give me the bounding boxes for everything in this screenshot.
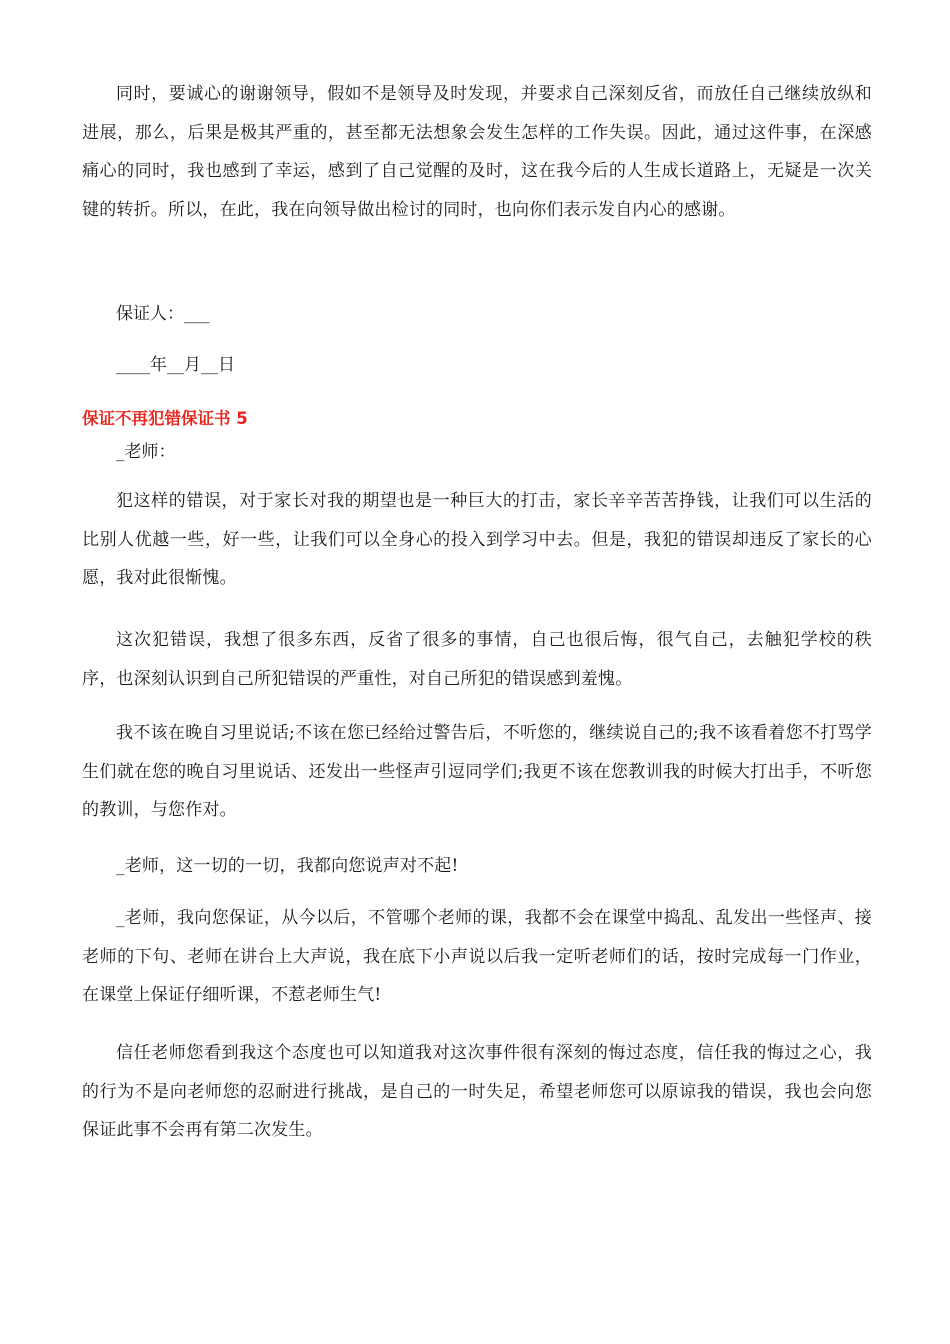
paragraph-thanks: 同时，要诚心的谢谢领导，假如不是领导及时发现，并要求自己深刻反省，而放任自己继续放纵和进展，那么，后果是极其严重的，甚至都无法想象会发生怎样的工作失误。因此，通过这件事，在深感痛心的同时，我也感到了幸运，感到了自己觉醒的及时，这在我今后的人生成长道路上，无疑是一次关键的转折。所以，在此，我在向领导做出检讨的同时，也向你们表示发自内心的感谢。	[82, 84, 872, 220]
date-line: ____年__月__日	[116, 355, 235, 375]
section-title: 保证不再犯错保证书 5	[82, 409, 248, 428]
paragraph-5: _老师，我向您保证，从今以后，不管哪个老师的课，我都不会在课堂中捣乱、乱发出一些怪声、接老师的下句、老师在讲台上大声说，我在底下小声说以后我一定听老师们的话，按时完成每一门作业，在课堂上保证仔细听课，不惹老师生气!	[82, 908, 872, 1005]
guarantor-line: 保证人：___	[116, 304, 210, 324]
paragraph-2: 这次犯错误，我想了很多东西，反省了很多的事情，自己也很后悔，很气自己，去触犯学校的秩序，也深刻认识到自己所犯错误的严重性，对自己所犯的错误感到羞愧。	[82, 630, 872, 689]
paragraph-1: 犯这样的错误，对于家长对我的期望也是一种巨大的打击，家长辛辛苦苦挣钱，让我们可以生活的比别人优越一些，好一些，让我们可以全身心的投入到学习中去。但是，我犯的错误却违反了家长的心愿，我对此很惭愧。	[82, 491, 872, 588]
paragraph-6: 信任老师您看到我这个态度也可以知道我对这次事件很有深刻的悔过态度，信任我的悔过之心，我的行为不是向老师您的忍耐进行挑战，是自己的一时失足，希望老师您可以原谅我的错误，我也会向您保证此事不会再有第二次发生。	[82, 1043, 872, 1140]
paragraph-4: _老师，这一切的一切，我都向您说声对不起!	[116, 856, 459, 876]
paragraph-3: 我不该在晚自习里说话;不该在您已经给过警告后，不听您的，继续说自己的;我不该看着您不打骂学生们就在您的晚自习里说话、还发出一些怪声引逗同学们;我更不该在您教训我的时候大打出手，不听您的教训，与您作对。	[82, 723, 872, 820]
salutation: _老师：	[116, 442, 176, 462]
